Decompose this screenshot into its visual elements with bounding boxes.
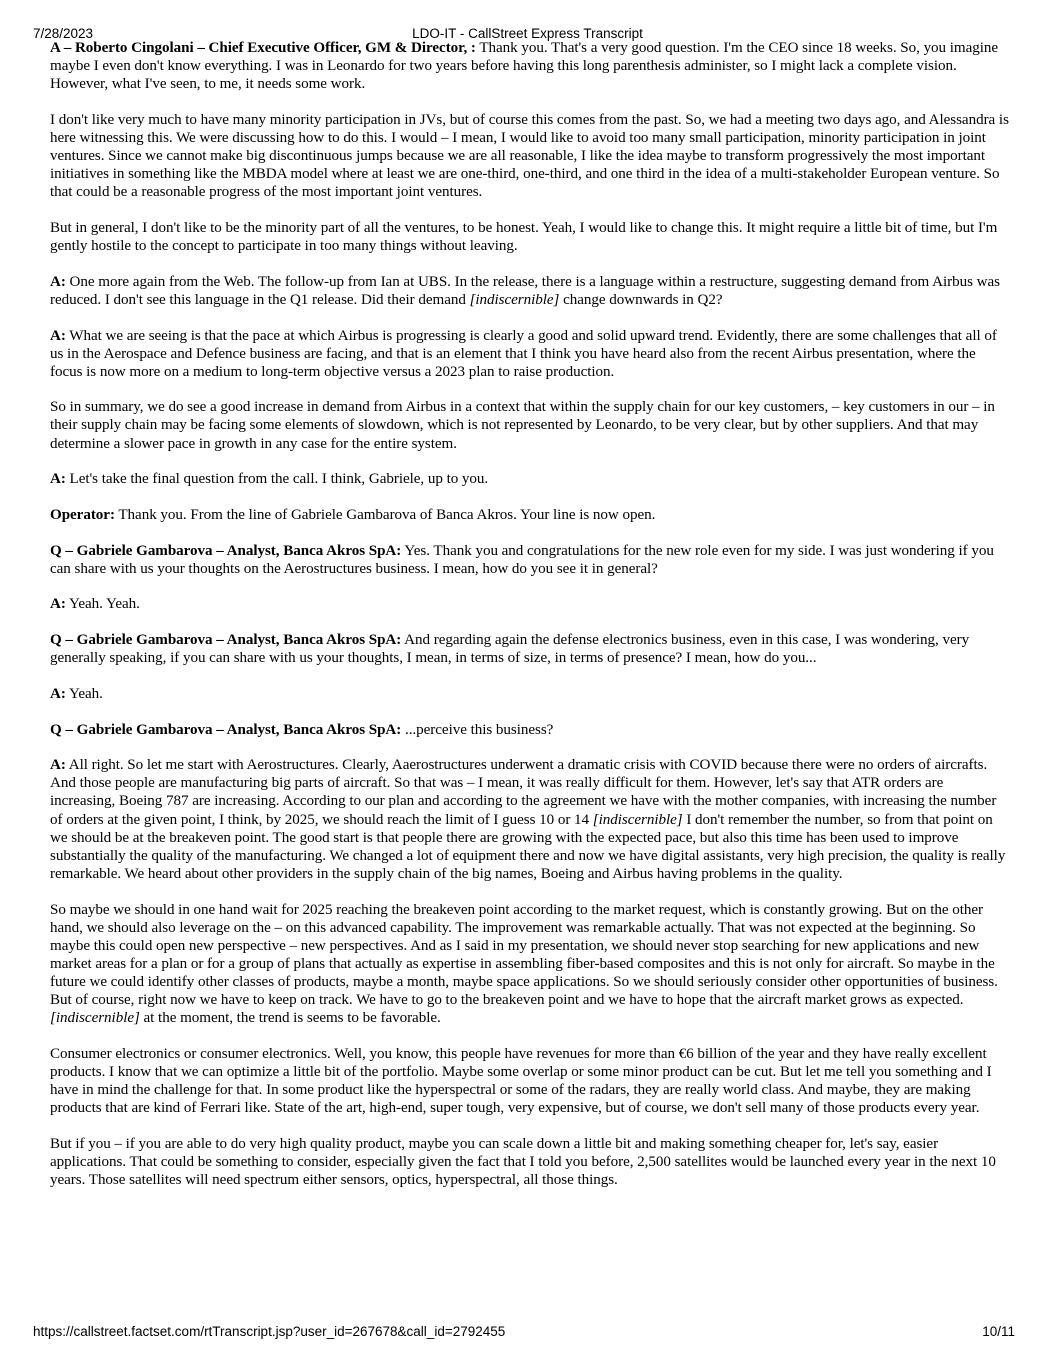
transcript-paragraph xyxy=(50,506,1010,524)
transcript-paragraph xyxy=(50,1135,1010,1189)
paragraph-text: What we are seeing is that the pace at which Airbus is progressing is clearly a good and solid upward trend. Evidently, there are some challenges that all of us in the Aerospace and Defence business are facing, and that is an element that I think you have heard also from the recent Airbus presentation, where the focus is now more on a medium to long-term objective versus a 2023 plan to raise production. xyxy=(50,327,997,380)
speaker-label: Q – Gabriele Gambarova – Analyst, Banca Akros SpA: xyxy=(50,721,402,738)
paragraph-text: ...perceive this business? xyxy=(401,721,554,738)
transcript-paragraph xyxy=(50,595,1010,613)
paragraph-text: Let's take the final question from the call. I think, Gabriele, up to you. xyxy=(65,471,489,488)
paragraph-text: So maybe we should in one hand wait for 2025 reaching the breakeven point according to the market request, which is constantly growing. But on the other hand, we should also leverage on the – on this advanced capability. The improvement was remarkable actually. That was not expected at the beginning. So maybe this could open new perspective – new perspectives. And as I said in my presentation, we should never stop searching for new applications and new market areas for a plan or for a group of plans that actually as expertise in assembling fiber-based composites and this is not only for aircraft. So maybe in the future we could identify other classes of products, maybe a month, maybe space applications. So we should seriously consider other opportunities of business. But of course, right now we have to keep on track. We have to go to the breakeven point and we have to hope that the aircraft market grows as expected. xyxy=(50,901,998,1008)
transcript-paragraph xyxy=(50,470,1010,488)
speaker-label: A: xyxy=(50,596,66,613)
transcript-paragraph xyxy=(50,901,1010,1028)
speaker-label: A: xyxy=(50,685,66,702)
page-footer xyxy=(0,1324,1055,1340)
transcript-paragraph xyxy=(50,273,1010,309)
transcript-paragraph xyxy=(50,542,1010,578)
paragraph-text: Yeah. Yeah. xyxy=(65,596,140,613)
paragraph-text: Yes. Thank you and congratulations for the new role even for my side. I was just wondering if you can share with us your thoughts on the Aerostructures business. I mean, how do you see it in general? xyxy=(50,542,994,577)
paragraph-text: So in summary, we do see a good increase in demand from Airbus in a context that within the supply chain for our key customers, – key customers in our – in their supply chain may be facing some elements of slowdown, which is not represented by Leonardo, to be very clear, but by other suppliers. And that may determine a slower pace in growth in any case for the entire system. xyxy=(50,399,995,452)
footer-url: https://callstreet.factset.com/rtTranscript.jsp?user_id=267678&call_id=2792455 xyxy=(33,1324,506,1339)
header-date: 7/28/2023 xyxy=(33,26,94,41)
transcript-paragraph xyxy=(50,721,1010,739)
transcript-paragraph xyxy=(50,631,1010,667)
transcript-body xyxy=(50,39,1010,1207)
paragraph-text: I don't remember the number, so from that point on we should be at the breakeven point. The good start is that people there are growing with the expected pace, but also this time has been used to improve substantially the quality of the manufacturing. We changed a lot of equipment there and now we have digital assistants, very high precision, the quality is really remarkable. We heard about other providers in the supply chain of the big names, Boeing and Airbus having problems in the quality. xyxy=(50,811,1006,882)
header-title: LDO-IT - CallStreet Express Transcript xyxy=(412,26,643,41)
speaker-label: A: xyxy=(50,327,66,344)
speaker-label: Operator: xyxy=(50,506,115,523)
transcript-paragraph xyxy=(50,111,1010,201)
speaker-label: A: xyxy=(50,471,66,488)
paragraph-text: One more again from the Web. The follow-up from Ian at UBS. In the release, there is a language within a restructure, suggesting demand from Airbus was reduced. I don't see this language in the Q1 release. Did their demand xyxy=(50,273,1000,308)
transcript-paragraph xyxy=(50,685,1010,703)
paragraph-text: But in general, I don't like to be the minority part of all the ventures, to be honest. Yeah, I would like to change this. It might require a little bit of time, but I'm gently hostile to the concept to participate in too many things without leaving. xyxy=(50,219,998,255)
paragraph-text: at the moment, the trend is seems to be favorable. xyxy=(139,1010,441,1027)
transcript-paragraph xyxy=(50,1045,1010,1117)
indiscernible-note: [indiscernible] xyxy=(469,291,560,308)
transcript-paragraph xyxy=(50,756,1010,883)
paragraph-text: Yeah. xyxy=(65,685,103,702)
indiscernible-note: [indiscernible] xyxy=(592,811,683,828)
transcript-paragraph xyxy=(50,219,1010,255)
paragraph-text: I don't like very much to have many minority participation in JVs, but of course this comes from the past. So, we had a meeting two days ago, and Alessandra is here witnessing this. We were discussing how to do this. I would – I mean, I would like to avoid too many small participation, minority participation in joint ventures. Since we cannot make big discontinuous jumps because we are all reasonable, I like the idea maybe to transform progressively the most important initiatives in something like the MBDA model where at least we are one-third, one-third, and one third in the idea of a multi-stakeholder European venture. So that could be a reasonable progress of the most important joint ventures. xyxy=(50,111,1009,201)
page-number: 10/11 xyxy=(982,1324,1015,1339)
paragraph-text: Consumer electronics or consumer electronics. Well, you know, this people have revenues for more than €6 billion of the year and they have really excellent products. I know that we can optimize a little bit of the portfolio. Maybe some overlap or some minor product can be cut. But let me tell you something and I have in mind the challenge for that. In some product like the hyperspectral or some of the radars, they are really world class. And maybe, they are making products that are kind of Ferrari like. State of the art, high-end, super tough, very expensive, but of course, we don't sell many of those products every year. xyxy=(50,1045,992,1117)
paragraph-text: Thank you. From the line of Gabriele Gambarova of Banca Akros. Your line is now open. xyxy=(114,506,656,523)
transcript-paragraph xyxy=(50,39,1010,93)
transcript-paragraph xyxy=(50,327,1010,381)
speaker-label: A: xyxy=(50,757,66,774)
speaker-label: Q – Gabriele Gambarova – Analyst, Banca Akros SpA: xyxy=(50,632,402,649)
paragraph-text: But if you – if you are able to do very high quality product, maybe you can scale down a little bit and making something cheaper for, let's say, easier applications. That could be something to consider, especially given the fact that I told you before, 2,500 satellites would be launched every year in the next 10 years. Those satellites will need spectrum either sensors, optics, hyperspectral, all those things. xyxy=(50,1135,996,1188)
paragraph-text: And regarding again the defense electronics business, even in this case, I was wondering, very generally speaking, if you can share with us your thoughts, I mean, in terms of size, in terms of presence? I mean, how do you... xyxy=(50,632,970,667)
speaker-label: A: xyxy=(50,273,66,290)
speaker-label: Q – Gabriele Gambarova – Analyst, Banca Akros SpA: xyxy=(50,542,402,559)
indiscernible-note: [indiscernible] xyxy=(50,1010,140,1027)
speaker-label: A – Roberto Cingolani – Chief Executive Officer, GM & Director, : xyxy=(50,40,476,56)
paragraph-text: change downwards in Q2? xyxy=(559,291,723,308)
paragraph-text: All right. So let me start with Aerostructures. Clearly, Aaerostructures underwent a dramatic crisis with COVID because there were no orders of aircrafts. And those people are manufacturing big parts of aircraft. So that was – I mean, it was really difficult for them. However, let's say that ATR orders are increasing, Boeing 787 are increasing. According to our plan and according to the agreement we have with the mother companies, with increasing the number of orders at the given point, I think, by 2025, we should reach the limit of I guess 10 or 14 xyxy=(50,757,997,828)
transcript-paragraph xyxy=(50,398,1010,452)
paragraph-text: Thank you. That's a very good question. I'm the CEO since 18 weeks. So, you imagine maybe I even don't know everything. I was in Leonardo for two years before having this long parenthesis administer, so I might lack a complete vision. However, what I've seen, to me, it needs some work. xyxy=(50,40,999,93)
